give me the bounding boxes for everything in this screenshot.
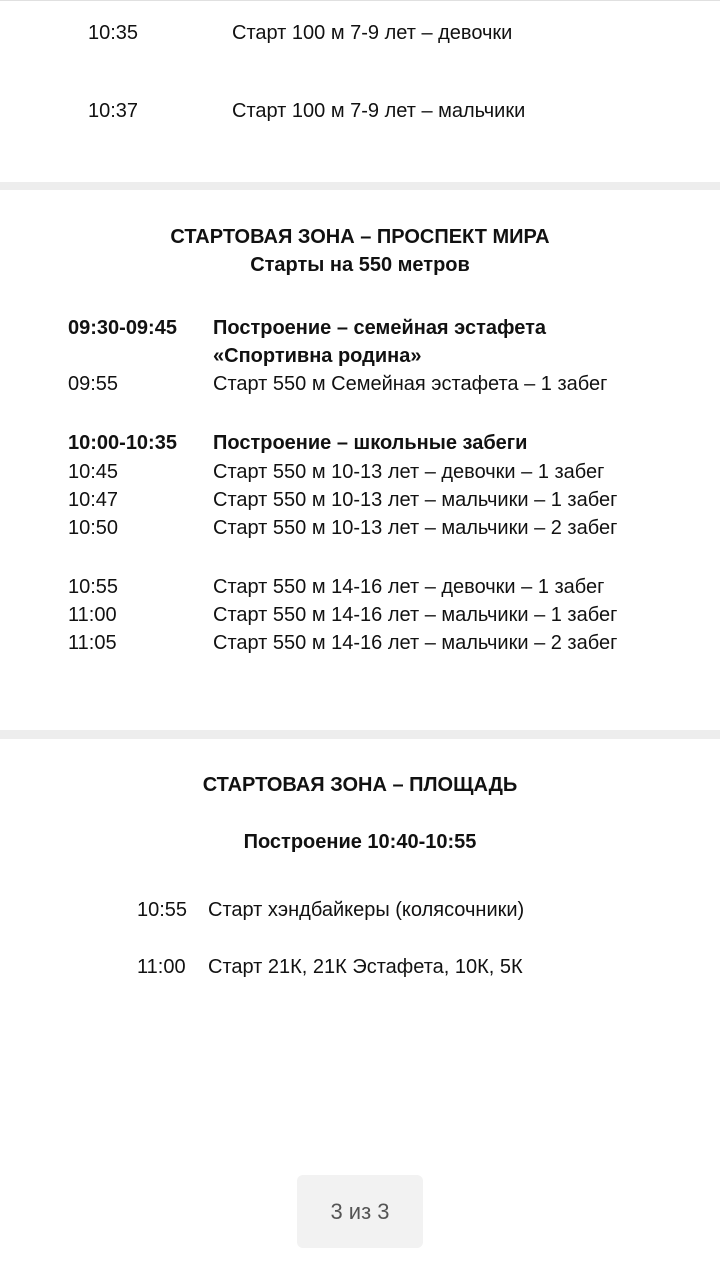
event-cell: Старт 550 м 10-13 лет – девочки – 1 забег (213, 461, 605, 483)
event-cell: Старт 550 м 10-13 лет – мальчики – 2 забег (213, 517, 618, 539)
event-cell: Старт 550 м 14-16 лет – мальчики – 2 забег (213, 632, 618, 654)
time-cell: 09:55 (68, 373, 119, 395)
event-cell: Старт 100 м 7-9 лет – мальчики (232, 100, 526, 122)
time-cell: 10:37 (88, 100, 139, 122)
event-cell: Старт хэндбайкеры (колясочники) (208, 899, 525, 921)
event-cell: Старт 550 м 14-16 лет – девочки – 1 забег (213, 576, 605, 598)
page-separator (0, 730, 720, 739)
time-cell: 10:45 (68, 461, 119, 483)
build-label: Построение – семейная эстафета (213, 317, 546, 339)
build-time: 09:30-09:45 (68, 317, 177, 339)
page-indicator: 3 из 3 (297, 1175, 423, 1248)
section-title: СТАРТОВАЯ ЗОНА – ПРОСПЕКТ МИРА (170, 226, 550, 248)
time-cell: 10:35 (88, 22, 139, 44)
time-cell: 10:50 (68, 517, 119, 539)
page-2 (0, 190, 720, 730)
time-cell: 10:55 (137, 899, 188, 921)
build-label-continued: «Спортивна родина» (213, 345, 422, 367)
time-cell: 11:00 (68, 604, 117, 626)
time-cell: 11:00 (137, 956, 186, 978)
time-cell: 10:55 (68, 576, 119, 598)
top-divider (0, 0, 720, 1)
section-subtitle: Старты на 550 метров (250, 254, 470, 276)
time-cell: 11:05 (68, 632, 117, 654)
event-cell: Старт 550 м 14-16 лет – мальчики – 1 забег (213, 604, 618, 626)
build-line: Построение 10:40-10:55 (243, 831, 477, 853)
build-time: 10:00-10:35 (68, 432, 177, 454)
event-cell: Старт 21К, 21К Эстафета, 10К, 5К (208, 956, 523, 978)
page-separator (0, 182, 720, 190)
page-1 (0, 0, 720, 182)
build-label: Построение – школьные забеги (213, 432, 528, 454)
event-cell: Старт 550 м 10-13 лет – мальчики – 1 забег (213, 489, 618, 511)
event-cell: Старт 550 м Семейная эстафета – 1 забег (213, 373, 608, 395)
time-cell: 10:47 (68, 489, 119, 511)
section-title: СТАРТОВАЯ ЗОНА – ПЛОЩАДЬ (202, 774, 518, 796)
event-cell: Старт 100 м 7-9 лет – девочки (232, 22, 513, 44)
